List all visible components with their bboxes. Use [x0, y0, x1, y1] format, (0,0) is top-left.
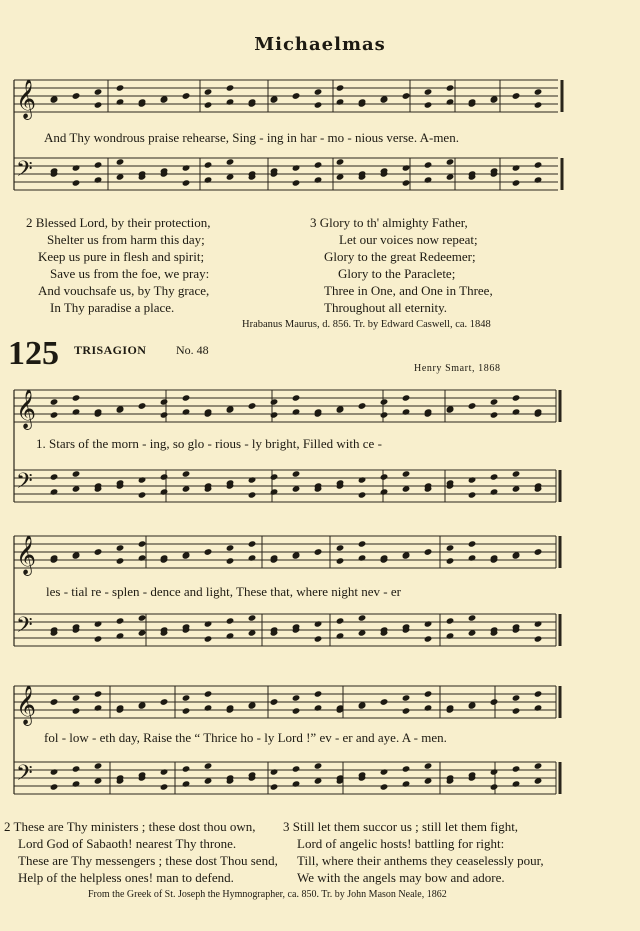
verse-line: Glory to the Paraclete;: [338, 266, 456, 281]
hymn-number: 125: [8, 335, 59, 372]
verse-line: Lord of angelic hosts! battling for right:: [297, 836, 505, 851]
svg-text:𝄞: 𝄞: [16, 79, 37, 119]
verse-line: In Thy paradise a place.: [50, 300, 175, 315]
lyric-line: les - tial re - splen - dence and light, These that, where night nev - er: [46, 584, 401, 599]
svg-text:𝄞: 𝄞: [16, 685, 37, 725]
verse-line: Till, where their anthems they ceaselessly pour,: [297, 853, 544, 868]
verse-line: Shelter us from harm this day;: [47, 232, 205, 247]
meter-number: No. 48: [176, 343, 209, 357]
svg-text:𝄞: 𝄞: [16, 389, 37, 429]
svg-text:𝄢: 𝄢: [16, 761, 33, 791]
verse-line: Save us from the foe, we pray:: [50, 266, 210, 281]
verse-line: Keep us pure in flesh and spirit;: [38, 249, 205, 264]
svg-text:𝄢: 𝄢: [16, 469, 33, 499]
verse-line: 3 Still let them succor us ; still let them fight,: [283, 819, 519, 834]
translator-credit: From the Greek of St. Joseph the Hymnographer, ca. 850. Tr. by John Mason Neale, 1862: [88, 889, 447, 900]
svg-text:𝄢: 𝄢: [16, 157, 33, 187]
verse-line: We with the angels may bow and adore.: [297, 870, 505, 885]
verse-2-block: [4, 818, 278, 886]
verse-line: 2 Blessed Lord, by their protection,: [26, 215, 211, 230]
author-credit: Hrabanus Maurus, d. 856. Tr. by Edward Caswell, ca. 1848: [242, 319, 491, 330]
verse-line: Throughout all eternity.: [324, 300, 447, 315]
verse-line: And vouchsafe us, by Thy grace,: [38, 283, 210, 298]
verse-line: Let our voices now repeat;: [339, 232, 478, 247]
lyric-line: fol - low - eth day, Raise the “ Thrice ho - ly Lord !” ev - er and aye. A - men.: [44, 730, 447, 745]
verse-line: Three in One, and One in Three,: [324, 283, 493, 298]
composer-credit: Henry Smart, 1868: [414, 363, 501, 374]
verse-line: These are Thy messengers ; these dost Thou send,: [18, 853, 278, 868]
lyric-line: 1. Stars of the morn - ing, so glo - rious - ly bright, Filled with ce -: [36, 436, 382, 451]
verse-3-block: [310, 214, 493, 316]
svg-text:𝄞: 𝄞: [16, 535, 37, 575]
verse-line: 2 These are Thy ministers ; these dost thou own,: [4, 819, 256, 834]
verse-3-block: [283, 818, 544, 886]
lyric-line: And Thy wondrous praise rehearse, Sing - ing in har - mo - nious verse. A-men.: [44, 130, 459, 145]
tune-name: TRISAGION: [74, 343, 147, 357]
verse-2-block: [26, 214, 211, 316]
page-title: Michaelmas: [254, 34, 386, 55]
svg-text:𝄢: 𝄢: [16, 613, 33, 643]
verse-line: 3 Glory to th' almighty Father,: [310, 215, 468, 230]
verse-line: Glory to the great Redeemer;: [324, 249, 476, 264]
verse-line: Help of the helpless ones! man to defend.: [18, 870, 234, 885]
verse-line: Lord God of Sabaoth! nearest Thy throne.: [18, 836, 237, 851]
